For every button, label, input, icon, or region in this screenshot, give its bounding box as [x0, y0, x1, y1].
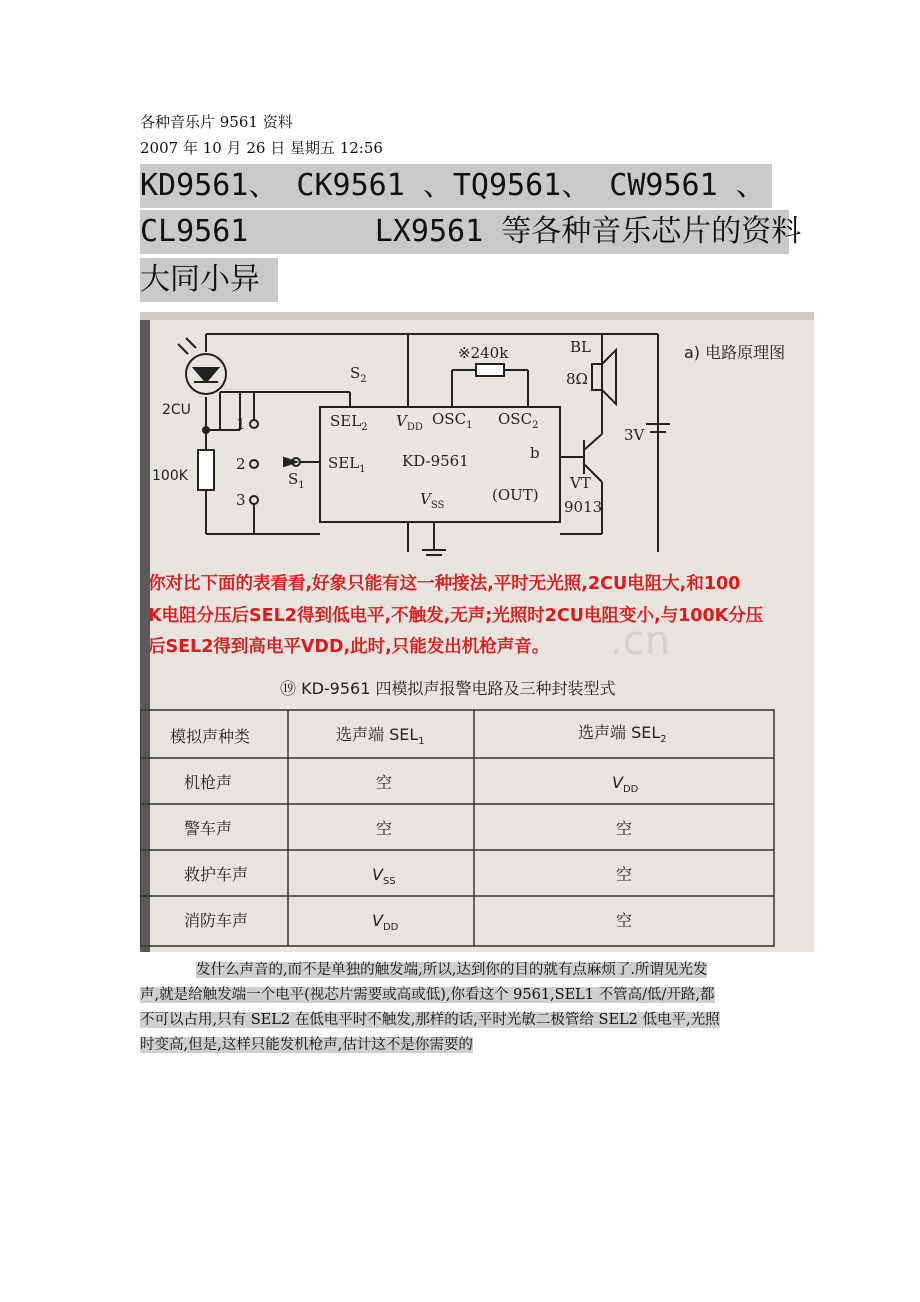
- circuit-figure: [140, 312, 814, 952]
- body-line-3: 不可以占用,只有 SEL2 在低电平时不触发,那样的话,平时光敏二极管给 SEL2 低电平,光照: [140, 1012, 720, 1028]
- table-cell-sel1: $V_{SS}$: [372, 865, 396, 887]
- table-header-sel1: 选声端 $SEL_1$: [336, 725, 425, 747]
- label-9013: 9013: [564, 498, 603, 516]
- svg-text:.cn: .cn: [610, 618, 671, 664]
- figure-caption: a) 电路原理图: [684, 343, 786, 362]
- document-datetime: 2007 年 10 月 26 日 星期五 12:56: [140, 139, 383, 157]
- table-cell-sel2: $V_{DD}$: [612, 773, 639, 795]
- table-header-sel2: 选声端 $SEL_2$: [578, 723, 667, 745]
- table-cell-sel2: 空: [616, 819, 633, 838]
- label-chip: KD-9561: [402, 452, 469, 470]
- table-cell-kind: 机枪声: [184, 773, 233, 792]
- table-caption: ⑲ KD-9561 四模拟声报警电路及三种封装型式: [280, 679, 616, 698]
- body-line-1: 发什么声音的,而不是单独的触发端,所以,达到你的目的就有点麻烦了.所谓见光发: [196, 962, 708, 978]
- label-sel2: $SEL_2$: [330, 412, 368, 433]
- red-note: [148, 573, 764, 657]
- note-line-3: 后SEL2得到高电平VDD,此时,只能发出机枪声音。: [148, 637, 550, 657]
- document-title: 各种音乐片 9561 资料: [140, 113, 293, 131]
- table-cell-kind: 警车声: [184, 819, 233, 838]
- label-s2: $S_2$: [350, 364, 367, 385]
- heading-line-1: KD9561、 CK9561 、TQ9561、 CW9561 、: [140, 164, 772, 208]
- heading-line-2: CL9561 LX9561 等各种音乐芯片的资料: [140, 210, 789, 254]
- table-cell-sel2: 空: [616, 911, 633, 930]
- label-s1: $S_1$: [288, 470, 305, 491]
- table-cell-sel2: 空: [616, 865, 633, 884]
- label-100k: 100K: [152, 468, 188, 484]
- label-3v: 3V: [624, 426, 645, 444]
- label-pin-2: 2: [236, 455, 246, 473]
- note-line-1: 你对比下面的表看看,好象只能有这一种接法,平时无光照,2CU电阻大,和100: [148, 574, 741, 594]
- label-osc1: $OSC_1$: [432, 410, 473, 431]
- circuit-wires: [178, 334, 670, 555]
- label-out: (OUT): [492, 486, 539, 504]
- label-8ohm: 8Ω: [566, 370, 588, 388]
- label-bl: BL: [570, 338, 591, 356]
- label-pin-1: 1: [236, 415, 246, 433]
- label-vss: $V_{SS}$: [420, 490, 445, 511]
- label-2cu: 2CU: [162, 402, 191, 418]
- label-sel1: $SEL_1$: [328, 454, 366, 475]
- label-vdd: $V_{DD}$: [396, 412, 423, 433]
- sound-table-text: [170, 723, 667, 747]
- label-vt: VT: [570, 474, 591, 492]
- label-osc2: $OSC_2$: [498, 410, 539, 431]
- heading-line-3: 大同小异: [140, 258, 278, 302]
- table-header-kind: 模拟声种类: [170, 727, 251, 746]
- table-cell-sel1: $V_{DD}$: [372, 911, 399, 933]
- table-cell-sel1: 空: [376, 773, 393, 792]
- table-cell-kind: 消防车声: [184, 911, 249, 930]
- label-b: b: [530, 444, 540, 462]
- note-line-2: K电阻分压后SEL2得到低电平,不触发,无声;光照时2CU电阻变小,与100K分压: [148, 606, 764, 626]
- body-line-4: 时变高,但是,这样只能发机枪声,估计这不是你需要的: [140, 1037, 473, 1053]
- table-cell-kind: 救护车声: [184, 865, 249, 884]
- body-line-2: 声,就是给触发端一个电平(视芯片需要或高或低),你看这个 9561,SEL1 不管高/低/开路,都: [140, 987, 715, 1003]
- table-cell-sel1: 空: [376, 819, 393, 838]
- label-pin-3: 3: [236, 491, 246, 509]
- label-240k: ※240k: [458, 344, 509, 362]
